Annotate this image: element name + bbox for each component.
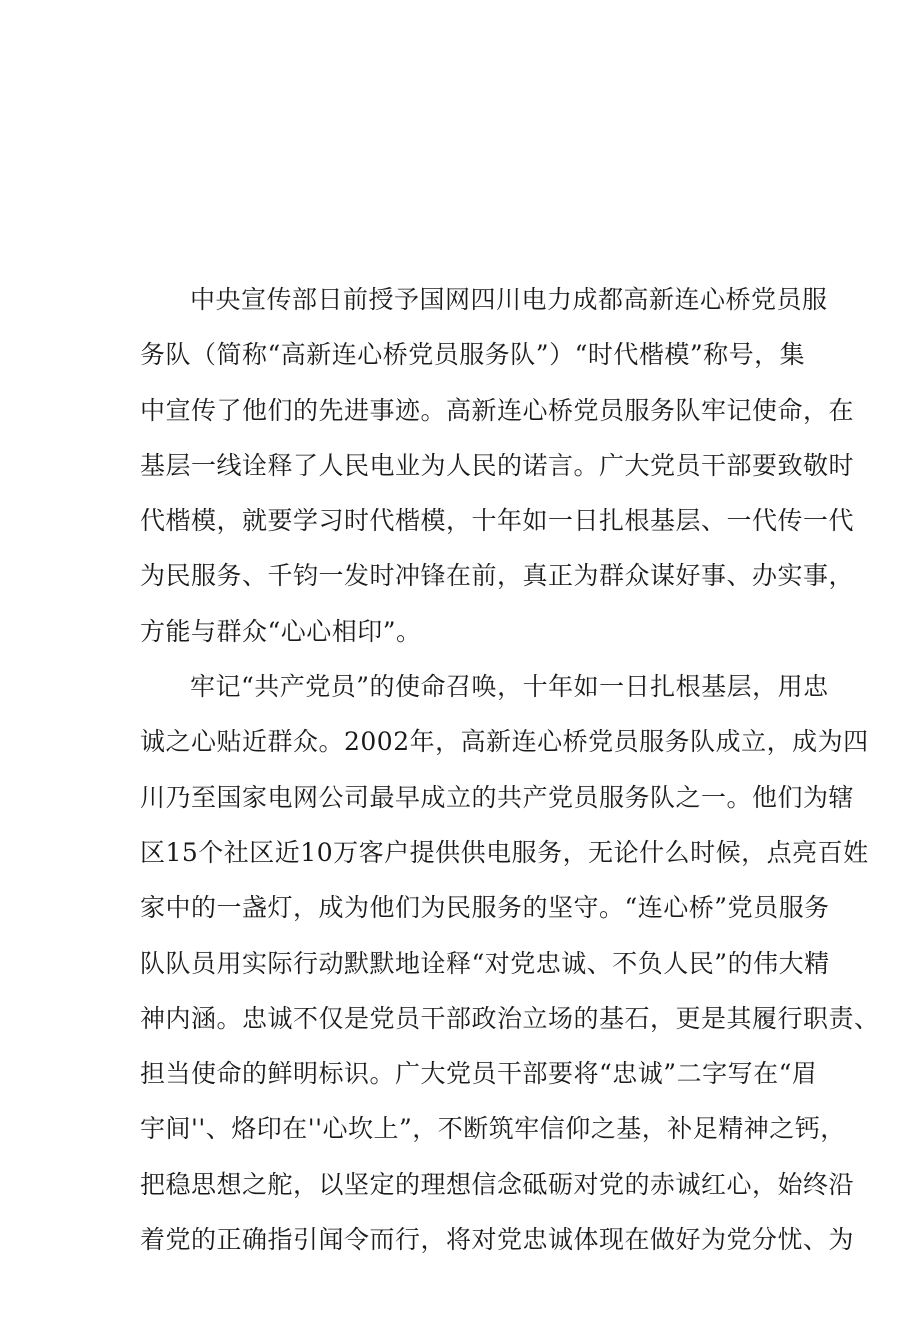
- paragraph-1: [140, 272, 855, 659]
- text-line: 中宣传了他们的先进事迹。高新连心桥党员服务队牢记使命，在: [140, 395, 855, 425]
- text-line: [140, 1267, 785, 1322]
- text-line: 方能与群众“心心相印”。: [140, 616, 422, 646]
- text-line: 队队员用实际行动默默地诠释“对党忠诚、不负人民”的伟大精: [140, 948, 830, 978]
- document-body: [140, 272, 880, 1323]
- text-line: 中央宣传部日前授予国网四川电力成都高新连心桥党员服: [190, 285, 828, 314]
- text-line: 诚之心贴近群众。2002年，高新连心桥党员服务队成立，成为四: [140, 727, 869, 757]
- text-line: 区15个社区近10万客户提供供电服务，无论什么时候，点亮百姓: [140, 837, 869, 867]
- text-line: 川乃至国家电网公司最早成立的共产党员服务队之一。他们为辖: [140, 782, 855, 812]
- text-line: 把稳思想之舵，以坚定的理想信念砥砺对党的赤诚红心，始终沿: [140, 1169, 855, 1199]
- text-line: 牢记“共产党员”的使命召唤，十年如一日扎根基层，用忠: [190, 672, 829, 702]
- text-line: 神内涵。忠诚不仅是党员干部政治立场的基石，更是其履行职责、: [140, 1003, 880, 1033]
- text-line: 着党的正确指引闻令而行，将对党忠诚体现在做好为党分忧、为: [140, 1225, 855, 1255]
- text-line: 务队（简称“高新连心桥党员服务队”）“时代楷模”称号，集: [140, 340, 806, 370]
- text-line: 代楷模，就要学习时代楷模，十年如一日扎根基层、一代传一代: [140, 506, 855, 536]
- text-line: 宇间''、烙印在''心坎上”，不断筑牢信仰之基，补足精神之钙，: [140, 1114, 846, 1144]
- text-line: 基层一线诠释了人民电业为人民的诺言。广大党员干部要致敬时: [140, 450, 855, 480]
- text-line: 家中的一盏灯，成为他们为民服务的坚守。“连心桥”党员服务: [140, 893, 830, 923]
- paragraph-2: [140, 659, 880, 1323]
- text-line: 为民服务、千钧一发时冲锋在前，真正为群众谋好事、办实事，: [140, 561, 855, 591]
- text-line: 担当使命的鲜明标识。广大党员干部要将“忠诚”二字写在“眉: [140, 1059, 818, 1089]
